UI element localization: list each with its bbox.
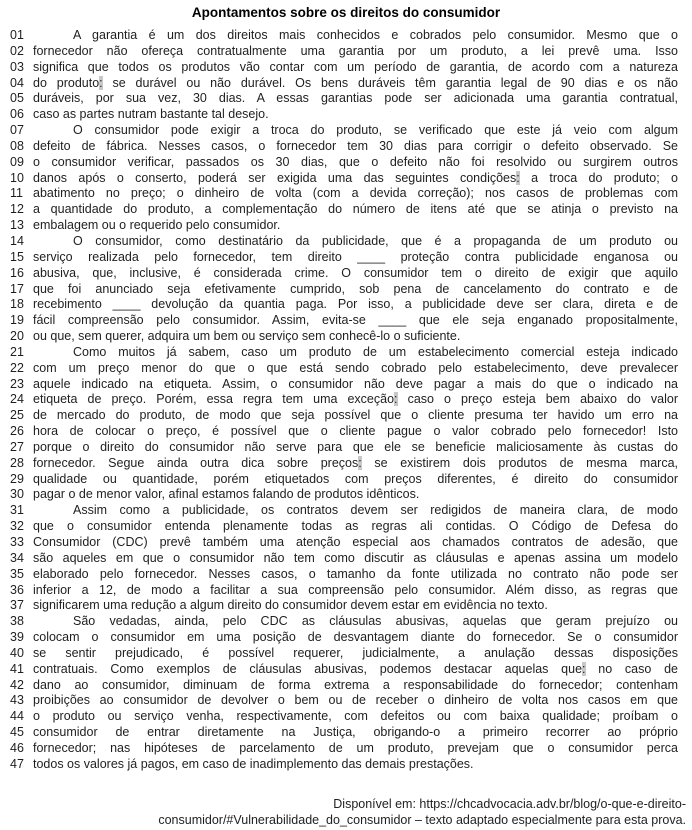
text-line [0, 76, 692, 92]
text-line [0, 186, 692, 202]
line-number: 19 [10, 313, 24, 328]
line-number: 44 [10, 709, 24, 724]
line-number: 28 [10, 455, 24, 470]
line-number: 27 [10, 439, 24, 454]
text-line [0, 472, 692, 488]
line-text: fornecedor; nas hipóteses de parcelamento de um produto, prevejam que o consumidor perca [33, 740, 678, 755]
highlighted-character: : [394, 392, 398, 407]
line-number: 25 [10, 408, 24, 423]
text-line [0, 44, 692, 60]
line-number: 43 [10, 693, 24, 708]
line-number: 30 [10, 487, 24, 502]
line-text: danos após o conserto, poderá ser exigida uma das seguintes condições: a troca do produto; o [33, 170, 678, 185]
text-line [0, 487, 692, 503]
line-number: 33 [10, 535, 24, 549]
line-text: Consumidor (CDC) prevê também uma atenção especial aos chamados contratos de adesão, que [33, 535, 678, 549]
line-text: que o consumidor entenda plenamente todas as regras ali contidas. O Código de Defesa do [33, 519, 678, 534]
text-line [0, 202, 692, 218]
line-text: o produto ou serviço venha, respectivamente, com defeitos ou com baixa qualidade; proíbam o [33, 709, 678, 724]
line-number: 18 [10, 297, 24, 312]
line-text: A garantia é um dos direitos mais conhecidos e cobrados pelo consumidor. Mesmo que o [73, 28, 678, 42]
text-line [0, 155, 692, 171]
text-line [0, 678, 692, 694]
line-text: porque o direito do consumidor não serve para que ele se beneficie maliciosamente às custas do [33, 439, 678, 454]
line-number: 36 [10, 582, 24, 597]
line-text: fornecedor não ofereça contratualmente uma garantia por um produto, a lei prevê uma. Isso [33, 43, 678, 58]
line-text: contratuais. Como exemplos de cláusulas abusivas, podemos destacar aquelas que: no caso de [33, 661, 678, 676]
line-number: 05 [10, 91, 24, 106]
text-line [0, 282, 692, 298]
text-line [0, 614, 692, 630]
line-number: 45 [10, 725, 24, 740]
source-reference-line1: Disponível em: https://chcadvocacia.adv.br/blog/o-que-e-direito- [333, 796, 686, 811]
text-line [0, 345, 692, 361]
text-line [0, 551, 692, 567]
line-text: recebimento ____ devolução da quantia paga. Por isso, a publicidade deve ser clara, direta e de [33, 297, 678, 312]
line-text: Como muitos já sabem, caso um produto de um estabelecimento comercial esteja indicado [73, 344, 678, 359]
text-line [0, 567, 692, 583]
text-line [0, 218, 692, 234]
line-text: se sentir prejudicado, é possível requerer, judicialmente, a anulação dessas disposições [33, 645, 678, 660]
line-number: 06 [10, 107, 24, 122]
line-number: 16 [10, 265, 24, 280]
line-text: O consumidor pode exigir a troca do produto, se verificado que este já veio com algum [73, 123, 678, 138]
line-text: fácil compreensão pelo consumidor. Assim, evita-se ____ que ele seja enganado propositalmente, [33, 313, 678, 328]
text-line [0, 503, 692, 519]
line-number: 10 [10, 170, 24, 185]
text-line [0, 662, 692, 678]
line-text: serviço realizada pelo fornecedor, tem direito ____ proteção contra publicidade enganosa ou [33, 249, 678, 264]
line-text: colocam o consumidor em uma posição de desvantagem diante do fornecedor. Se o consumidor [33, 630, 678, 645]
line-number: 15 [10, 249, 24, 264]
line-number: 23 [10, 376, 24, 391]
text-line [0, 392, 692, 408]
source-reference [0, 796, 692, 828]
line-text: qualidade ou quantidade, porém etiquetados com preços diferentes, é direito do consumidor [33, 471, 678, 486]
text-line [0, 234, 692, 250]
line-number: 03 [10, 59, 24, 74]
line-text: São vedadas, ainda, pelo CDC as cláusulas abusivas, aquelas que geram prejuízo ou [73, 614, 678, 629]
line-text: do produto: se durável ou não durável. Os bens duráveis têm garantia legal de 90 dias e os não [33, 75, 678, 90]
highlighted-character: : [99, 75, 103, 90]
line-text: abatimento no preço; o dinheiro de volta (com a devida correção); nos casos de problemas com [33, 186, 678, 201]
line-text: caso as partes nutram bastante tal desejo. [33, 107, 269, 122]
line-text: que foi anunciado seja efetivamente cumprido, sob pena de cancelamento do contrato e de [33, 281, 678, 296]
line-number: 20 [10, 329, 24, 344]
line-text: de mercado do produto, de modo que seja possível que o cliente presuma ter havido um erro na [33, 408, 678, 423]
text-line [0, 28, 692, 44]
text-line [0, 519, 692, 535]
line-number: 08 [10, 138, 24, 153]
highlighted-character: : [358, 455, 362, 470]
line-number: 24 [10, 392, 24, 407]
line-text: dano ao consumidor, diminuam de forma extrema a responsabilidade do fornecedor; contenham [33, 677, 678, 692]
line-text: ou que, sem querer, adquira um bem ou serviço sem conhecê-lo o suficiente. [33, 329, 461, 344]
text-line [0, 598, 692, 614]
line-number: 39 [10, 630, 24, 645]
line-number: 01 [10, 28, 24, 42]
line-number: 22 [10, 360, 24, 375]
line-number: 02 [10, 43, 24, 58]
line-number: 17 [10, 281, 24, 296]
line-number: 32 [10, 519, 24, 534]
line-number: 42 [10, 677, 24, 692]
document-title: Apontamentos sobre os direitos do consumidor [191, 5, 501, 20]
text-line [0, 630, 692, 646]
line-text: significarem uma redução a algum direito do consumidor devem estar em evidência no texto. [33, 598, 548, 613]
text-lines [0, 28, 692, 773]
text-line [0, 646, 692, 662]
line-number: 47 [10, 756, 24, 771]
text-line [0, 535, 692, 551]
text-line [0, 757, 692, 773]
text-line [0, 408, 692, 424]
text-line [0, 361, 692, 377]
text-line [0, 297, 692, 313]
line-number: 09 [10, 154, 24, 169]
line-number: 04 [10, 75, 24, 90]
line-number: 34 [10, 550, 24, 565]
line-text: embalagem ou o requerido pelo consumidor. [33, 218, 281, 233]
text-line [0, 709, 692, 725]
text-line [0, 60, 692, 76]
text-line [0, 693, 692, 709]
text-line [0, 725, 692, 741]
line-text: com um preço menor do que o que está sendo cobrado pelo estabelecimento, deve prevalecer [33, 360, 678, 375]
text-line [0, 250, 692, 266]
line-text: defeito de fábrica. Nesses casos, o fornecedor tem 30 dias para corrigir o defeito observado. Se [33, 138, 678, 153]
text-line [0, 313, 692, 329]
line-number: 41 [10, 661, 24, 676]
line-number: 37 [10, 598, 24, 613]
line-number: 14 [10, 233, 24, 248]
line-text: abusiva, que, inclusive, é considerada crime. O consumidor tem o direito de exigir que aquilo [33, 265, 678, 280]
line-number: 21 [10, 344, 24, 359]
text-line [0, 123, 692, 139]
text-line [0, 91, 692, 107]
line-number: 26 [10, 424, 24, 439]
highlighted-character: : [516, 170, 520, 185]
line-number: 29 [10, 471, 24, 486]
line-text: consumidor de entrar diretamente na Justiça, obrigando-o a primeiro recorrer ao próprio [33, 725, 678, 740]
line-number: 38 [10, 614, 24, 629]
text-line [0, 440, 692, 456]
line-text: todos os valores já pagos, em caso de inadimplemento das demais prestações. [33, 756, 474, 771]
text-line [0, 329, 692, 345]
line-text: proibições ao consumidor de devolver o bem ou de receber o dinheiro de volta nos casos em que [33, 693, 678, 708]
line-text: significa que todos os produtos vão contar com um período de garantia, de acordo com a natureza [33, 59, 678, 74]
line-text: inferior a 12, de modo a facilitar a sua compreensão pelo consumidor. Além disso, as regras que [33, 582, 678, 597]
text-line [0, 171, 692, 187]
line-number: 12 [10, 202, 24, 217]
line-number: 07 [10, 123, 24, 138]
line-number: 31 [10, 503, 24, 518]
text-line [0, 139, 692, 155]
text-line [0, 424, 692, 440]
line-number: 13 [10, 218, 24, 233]
line-number: 46 [10, 740, 24, 755]
text-line [0, 266, 692, 282]
line-text: elaborado pelo fornecedor. Nesses casos, o tamanho da fonte utilizada no contrato não pode ser [33, 566, 678, 581]
line-text: são aqueles em que o consumidor não tem como discutir as cláusulas e apenas assina um modelo [33, 550, 678, 565]
line-number: 11 [10, 186, 23, 201]
text-line [0, 456, 692, 472]
line-text: o consumidor verificar, passados os 30 dias, que o defeito não foi resolvido ou surgirem outros [33, 154, 678, 169]
line-text: aquele indicado na etiqueta. Assim, o consumidor não deve pagar a mais do que o indicado na [33, 376, 678, 391]
text-line [0, 741, 692, 757]
source-reference-line2: consumidor/#Vulnerabilidade_do_consumidor – texto adaptado especialmente para esta prova. [158, 812, 686, 827]
line-text: fornecedor. Segue ainda outra dica sobre preços: se existirem dois produtos de mesma marca, [33, 455, 678, 470]
text-line [0, 107, 692, 123]
line-text: a quantidade do produto, a complementação do número de itens até que se atinja o previsto na [33, 202, 678, 217]
line-text: pagar o de menor valor, afinal estamos falando de produtos idênticos. [33, 487, 420, 502]
highlighted-character: : [582, 661, 586, 676]
line-text: duráveis, por sua vez, 30 dias. A essas garantias pode ser adicionada uma garantia contratual, [33, 91, 678, 106]
line-text: O consumidor, como destinatário da publicidade, que é a propaganda de um produto ou [73, 233, 678, 248]
line-number: 35 [10, 566, 24, 581]
line-text: Assim como a publicidade, os contratos devem ser redigidos de maneira clara, de modo [73, 503, 678, 518]
line-text: etiqueta de preço. Porém, essa regra tem uma exceção: caso o preço esteja bem abaixo do valor [33, 392, 678, 407]
line-number: 40 [10, 645, 24, 660]
line-text: hora de colocar o preço, é possível que o cliente pague o valor cobrado pelo fornecedor! Isto [33, 424, 678, 439]
text-line [0, 377, 692, 393]
text-line [0, 583, 692, 599]
